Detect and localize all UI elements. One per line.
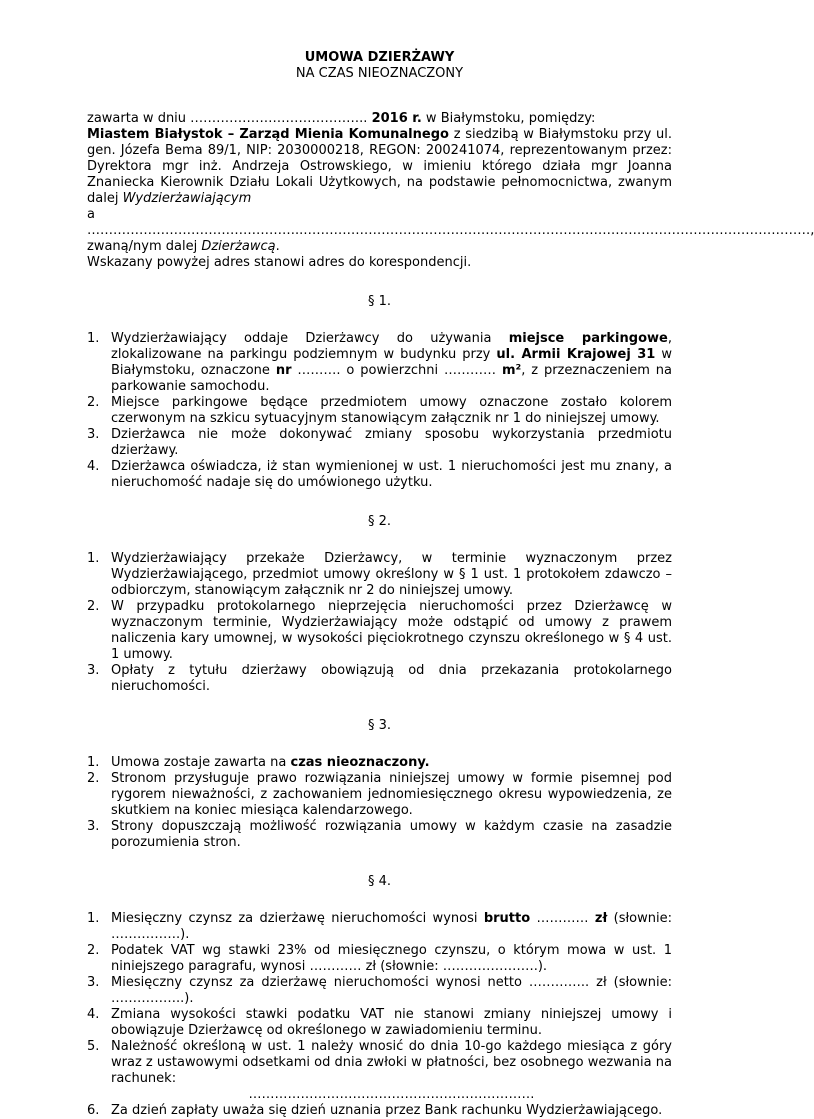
section-3-list bbox=[87, 755, 672, 851]
item-number: 2. bbox=[87, 943, 100, 958]
party2-paragraph bbox=[87, 239, 672, 255]
item-number: 2. bbox=[87, 771, 100, 786]
party1-details: z siedzibą w Białymstoku przy ul. gen. Józefa Bema 89/1, NIP: 2030000218, REGON: 200241074, reprezentowanym przez: Dyrektora mgr inż. Andrzeja Ostrowskiego, w imieniu którego działa mgr Joanna Znaniecka Kierownik Działu Lokali Użytkowych, na podstawie pełnomocnictwa, zwanym dalej bbox=[87, 127, 673, 206]
item-text: Za dzień zapłaty uważa się dzień uznania przez Bank rachunku Wydzierżawiającego. bbox=[111, 1103, 663, 1118]
item-text: Należność określoną w ust. 1 należy wnosić do dnia 10-go każdego miesiąca z góry wraz z ustawowymi odsetkami od dnia zwłoki w płatności, bez osobnego wezwania na rachunek: bbox=[111, 1039, 672, 1086]
item-number: 1. bbox=[87, 551, 100, 566]
item-bold: nr bbox=[275, 363, 292, 378]
item-number: 5. bbox=[87, 1039, 100, 1054]
list-item bbox=[87, 1007, 672, 1039]
item-text: ………. o powierzchni ………… bbox=[291, 363, 502, 378]
item-text: Wydzierżawiający przekaże Dzierżawcy, w terminie wyznaczonym przez Wydzierżawiającego, przedmiot umowy określony w § 1 ust. 1 protokołem zdawczo – odbiorczym, stanowiącym załącznik nr 2 do niniejszej umowy. bbox=[111, 551, 672, 598]
list-item bbox=[87, 819, 672, 851]
section-2-list bbox=[87, 551, 672, 695]
item-text: Strony dopuszczają możliwość rozwiązania umowy w każdym czasie na zasadzie porozumienia stron. bbox=[111, 819, 672, 850]
list-item bbox=[87, 459, 672, 491]
item-bold: miejsce parkingowe bbox=[508, 331, 668, 346]
account-number-dots: ………………………………………………………… bbox=[248, 1087, 535, 1102]
party2-period: . bbox=[275, 239, 280, 254]
item-text: Miejsce parkingowe będące przedmiotem umowy oznaczone zostało kolorem czerwonym na szkicu sytuacyjnym stanowiącym załącznik nr 1 do niniejszej umowy. bbox=[111, 395, 672, 426]
item-text: Dzierżawca nie może dokonywać zmiany sposobu wykorzystania przedmiotu dzierżawy. bbox=[111, 427, 672, 458]
item-number: 3. bbox=[87, 427, 100, 442]
party2-dots: …………………………………………..………………………………………………………………………………………………………, bbox=[87, 223, 814, 238]
section-heading-1: § 1. bbox=[367, 294, 392, 309]
item-text: Wydzierżawiający oddaje Dzierżawcy do używania bbox=[111, 331, 509, 346]
section-heading-4: § 4. bbox=[367, 874, 392, 889]
item-text: Zmiana wysokości stawki podatku VAT nie stanowi zmiany niniejszej umowy i obowiązuje Dzierżawcę od określonego w zawiadomieniu terminu. bbox=[111, 1007, 672, 1038]
item-bold: brutto bbox=[483, 911, 531, 926]
item-text: W przypadku protokolarnego nieprzejęcia nieruchomości przez Dzierżawcę w wyznaczonym terminie, Wydzierżawiający może odstąpić od umowy z prawem naliczenia kary umownej, w wysokości pięciokrotnego czynszu określonego w § 4 ust. 1 umowy. bbox=[111, 599, 672, 662]
document-subtitle: NA CZAS NIEOZNACZONY bbox=[295, 66, 464, 81]
address-note: Wskazany powyżej adres stanowi adres do korespondencji. bbox=[87, 255, 472, 270]
party1-paragraph bbox=[87, 127, 672, 207]
list-item bbox=[87, 663, 672, 695]
item-bold: ul. Armii Krajowej 31 bbox=[496, 347, 656, 362]
item-number: 2. bbox=[87, 599, 100, 614]
section-4-list bbox=[87, 911, 672, 1119]
item-text: ………… bbox=[530, 911, 595, 926]
list-item bbox=[87, 975, 672, 1007]
item-number: 2. bbox=[87, 395, 100, 410]
item-number: 4. bbox=[87, 1007, 100, 1022]
item-text: w Białymstoku, oznaczone bbox=[111, 347, 673, 378]
party1-name: Miastem Białystok – Zarząd Mienia Komunalnego bbox=[87, 127, 449, 142]
list-item bbox=[87, 599, 672, 663]
conjunction-a: a bbox=[87, 207, 95, 222]
list-item bbox=[87, 755, 672, 771]
section-heading-2: § 2. bbox=[367, 514, 392, 529]
intro-place-text: w Białymstoku, pomiędzy: bbox=[421, 111, 596, 126]
list-item bbox=[87, 1103, 672, 1119]
item-number: 3. bbox=[87, 663, 100, 678]
list-item bbox=[87, 911, 672, 943]
document-page bbox=[87, 50, 814, 1119]
intro-date-text: zawarta w dniu ………………………………….. bbox=[87, 111, 372, 126]
item-text: Podatek VAT wg stawki 23% od miesięcznego czynszu, o którym mowa w ust. 1 niniejszego paragrafu, wynosi ………… zł (słownie: ………………….). bbox=[111, 943, 672, 974]
intro-block bbox=[87, 111, 814, 271]
item-bold: czas nieoznaczony. bbox=[290, 755, 430, 770]
item-text: , zlokalizowane na parkingu podziemnym w budynku przy bbox=[111, 331, 672, 362]
party2-role: Dzierżawcą bbox=[201, 239, 276, 254]
item-number: 1. bbox=[87, 331, 100, 346]
item-text: (słownie: …………….). bbox=[111, 911, 672, 942]
section-1-list bbox=[87, 331, 672, 491]
item-number: 4. bbox=[87, 459, 100, 474]
section-heading-3: § 3. bbox=[367, 718, 392, 733]
item-text: Miesięczny czynsz za dzierżawę nieruchomości wynosi netto ………….. zł (słownie: ……………..). bbox=[111, 975, 672, 1006]
list-item bbox=[87, 551, 672, 599]
item-text: Dzierżawca oświadcza, iż stan wymienionej w ust. 1 nieruchomości jest mu znany, a nieruchomość nadaje się do umówionego użytku. bbox=[111, 459, 672, 490]
list-item bbox=[87, 1039, 672, 1103]
item-number: 3. bbox=[87, 819, 100, 834]
item-text: Miesięczny czynsz za dzierżawę nieruchomości wynosi bbox=[111, 911, 484, 926]
item-text: Opłaty z tytułu dzierżawy obowiązują od dnia przekazania protokolarnego nieruchomości. bbox=[111, 663, 672, 694]
item-number: 3. bbox=[87, 975, 100, 990]
party2-text: zwaną/nym dalej bbox=[87, 239, 202, 254]
item-number: 1. bbox=[87, 755, 100, 770]
item-number: 1. bbox=[87, 911, 100, 926]
item-number: 6. bbox=[87, 1103, 100, 1118]
intro-year: 2016 r. bbox=[371, 111, 422, 126]
intro-date-line bbox=[87, 111, 672, 127]
list-item bbox=[87, 771, 672, 819]
document-title: UMOWA DZIERŻAWY bbox=[304, 50, 455, 65]
item-text: , z przeznaczeniem na parkowanie samochodu. bbox=[111, 363, 672, 394]
list-item bbox=[87, 427, 672, 459]
item-text: Stronom przysługuje prawo rozwiązania niniejszej umowy w formie pisemnej pod rygorem nieważności, z zachowaniem jednomiesięcznego okresu wypowiedzenia, ze skutkiem na koniec miesiąca kalendarzowego. bbox=[111, 771, 672, 818]
item-bold: m² bbox=[501, 363, 522, 378]
item-bold: zł bbox=[594, 911, 608, 926]
list-item bbox=[87, 395, 672, 427]
item-text: Umowa zostaje zawarta na bbox=[111, 755, 291, 770]
list-item bbox=[87, 943, 672, 975]
list-item bbox=[87, 331, 672, 395]
party1-role: Wydzierżawiającym bbox=[122, 191, 252, 206]
